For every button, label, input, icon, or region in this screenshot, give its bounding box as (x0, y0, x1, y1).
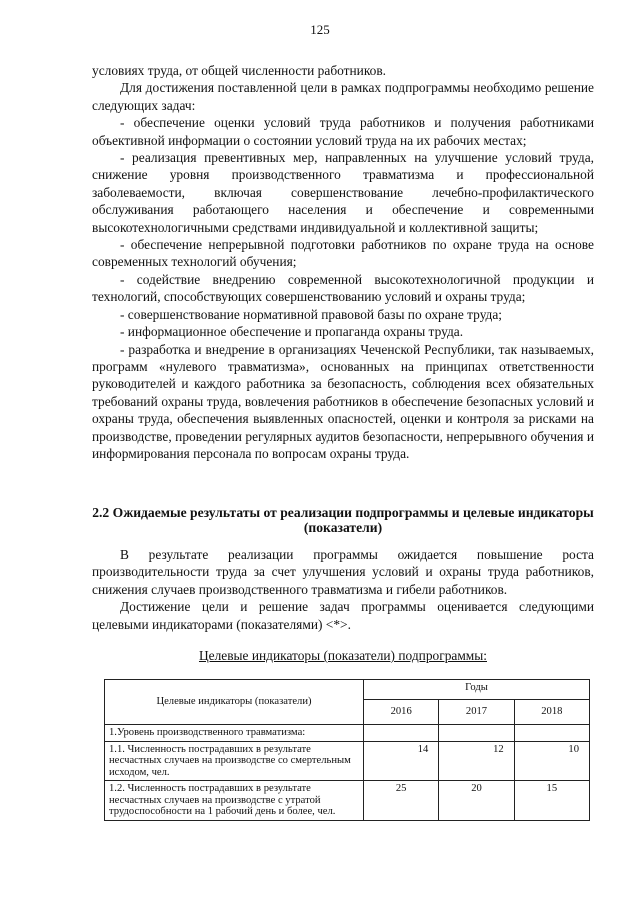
paragraph: Достижение цели и решение задач программы оценивается следующими целевыми индикаторами (показателями) <*>. (92, 599, 594, 632)
task-list-item: - информационное обеспечение и пропаганда охраны труда. (120, 324, 464, 340)
header-year-2017: 2017 (439, 700, 514, 725)
intro-text-block (92, 62, 594, 462)
paragraph: условиях труда, от общей численности работников. (92, 63, 387, 78)
empty-cell (514, 725, 589, 742)
indicators-table (104, 679, 590, 821)
value-cell: 15 (514, 781, 589, 821)
task-list-item: - совершенствование нормативной правовой базы по охране труда; (120, 306, 503, 322)
indicator-label-cell: 1.2. Численность пострадавших в результате несчастных случаев на производстве с утратой трудоспособности на 1 рабочий день и более, чел. (105, 781, 364, 821)
value-cell: 20 (439, 781, 514, 821)
header-year-2016: 2016 (364, 700, 439, 725)
section-title: 2.2 Ожидаемые результаты от реализации подпрограммы и целевые индикаторы (показатели) (92, 505, 594, 535)
paragraph: В результате реализации программы ожидается повышение роста производительности труда за счет улучшения условий и охраны труда работников, снижения случаев производственного травматизма и гибели работников. (92, 547, 594, 597)
table-row (105, 741, 590, 781)
table-row (105, 725, 590, 742)
empty-cell (439, 725, 514, 742)
task-list-item: - обеспечение непрерывной подготовки работников по охране труда на основе современных технологий обучения; (92, 237, 594, 270)
table-caption: Целевые индикаторы (показатели) подпрограммы: (198, 648, 487, 663)
indicator-label-cell: 1.1. Численность пострадавших в результате несчастных случаев на производстве со смертельным исходом, чел. (105, 741, 364, 781)
value-cell: 14 (364, 741, 439, 781)
task-list-item: - реализация превентивных мер, направленных на улучшение условий труда, снижение уровня производственного травматизма и профессиональной заболеваемости, включая совершенствование лечебно-профилактического обслуживания работающего населения и обеспечение и современными высокотехнологичными средствами индивидуальной и коллективной защиты; (92, 150, 594, 235)
group-title-cell: 1.Уровень производственного травматизма: (105, 725, 364, 742)
task-list-item: - обеспечение оценки условий труда работников и получения работниками объективной информации о состоянии условий труда на их рабочих местах; (92, 115, 594, 148)
task-list-item: - содействие внедрению современной высокотехнологичной продукции и технологий, способствующих совершенствованию условий и охраны труда; (92, 271, 594, 305)
header-indicators: Целевые индикаторы (показатели) (105, 680, 364, 725)
value-cell: 25 (364, 781, 439, 821)
table-header-row (105, 680, 590, 700)
paragraph: Для достижения поставленной цели в рамках подпрограммы необходимо решение следующих задач: (92, 80, 594, 113)
results-text-block (92, 546, 594, 633)
value-cell: 12 (439, 741, 514, 781)
page-number: 125 (310, 22, 330, 37)
header-years: Годы (364, 680, 590, 700)
table-row (105, 781, 590, 821)
header-year-2018: 2018 (514, 700, 589, 725)
empty-cell (364, 725, 439, 742)
value-cell: 10 (514, 741, 589, 781)
task-list-item: - разработка и внедрение в организациях Чеченской Республики, так называемых, программ «нулевого травматизма», основанных на принципах ответственности руководителей и каждого работника за безопасность, соблюдения всех обязательных требований охраны труда, вовлечения работников в обеспечение безопасных условий и охраны труда, обеспечения выявленных опасностей, оценки и контроля за рисками на производстве, проведении регулярных аудитов безопасности, непрерывного обучения и информирования персонала по вопросам охраны труда. (92, 341, 594, 461)
